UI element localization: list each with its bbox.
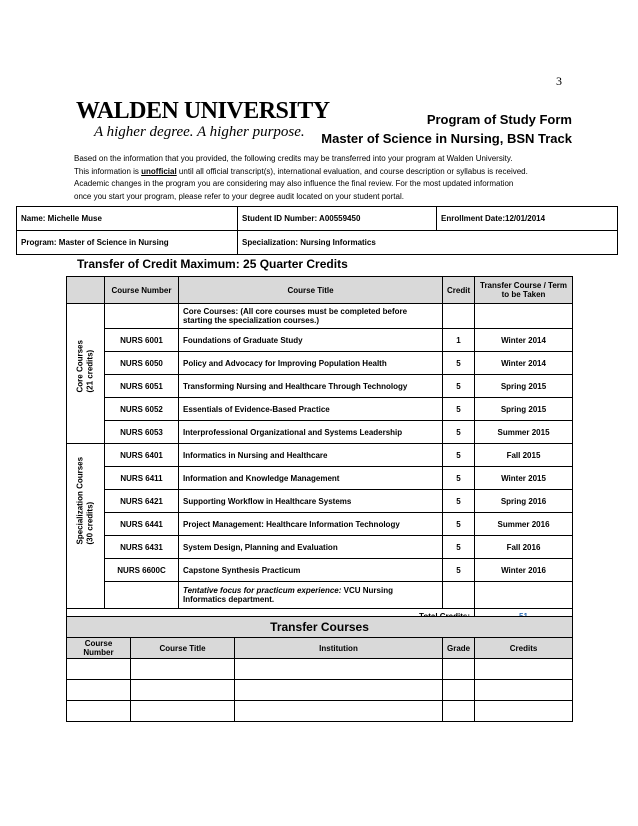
core-label-line2: (21 credits) bbox=[85, 349, 95, 392]
header-credit: Credit bbox=[443, 277, 475, 304]
enrollment-date: Enrollment Date:12/01/2014 bbox=[437, 207, 618, 231]
walden-logo bbox=[76, 98, 330, 140]
spec-course-number: NURS 6600C bbox=[105, 559, 179, 582]
core-course-credit: 1 bbox=[443, 329, 475, 352]
transfer-header-institution: Institution bbox=[235, 638, 443, 659]
core-course-credit: 5 bbox=[443, 398, 475, 421]
core-note-blank bbox=[105, 304, 179, 329]
spec-course-term: Summer 2016 bbox=[475, 513, 573, 536]
core-course-title: Foundations of Graduate Study bbox=[179, 329, 443, 352]
transfer-row bbox=[67, 701, 573, 722]
transfer-row bbox=[67, 680, 573, 701]
core-course-number: NURS 6051 bbox=[105, 375, 179, 398]
intro-line1: Based on the information that you provided, the following credits may be transferred into your program at Walden University. bbox=[74, 154, 513, 163]
core-label-line1: Core Courses bbox=[75, 339, 85, 392]
spec-course-term: Fall 2015 bbox=[475, 444, 573, 467]
spec-course-number: NURS 6421 bbox=[105, 490, 179, 513]
spec-course-credit: 5 bbox=[443, 444, 475, 467]
spec-label-line2: (30 credits) bbox=[85, 501, 95, 545]
transfer-header-title: Course Title bbox=[131, 638, 235, 659]
spec-course-credit: 5 bbox=[443, 513, 475, 536]
core-course-title: Interprofessional Organizational and Systems Leadership bbox=[179, 421, 443, 444]
page-number: 3 bbox=[556, 74, 562, 88]
intro-text bbox=[74, 153, 574, 203]
core-note: Core Courses: (All core courses must be completed before starting the specialization courses.) bbox=[179, 304, 443, 329]
intro-unofficial: unofficial bbox=[141, 166, 177, 176]
spec-course-credit: 5 bbox=[443, 490, 475, 513]
spec-course-number: NURS 6411 bbox=[105, 467, 179, 490]
spec-course-title: System Design, Planning and Evaluation bbox=[179, 536, 443, 559]
core-note-term bbox=[475, 304, 573, 329]
spec-course-title: Capstone Synthesis Practicum bbox=[179, 559, 443, 582]
header-term: Transfer Course / Term to be Taken bbox=[475, 277, 573, 304]
form-title-line2: Master of Science in Nursing, BSN Track bbox=[321, 131, 572, 146]
spec-label-line1: Specialization Courses bbox=[75, 456, 85, 545]
core-course-credit: 5 bbox=[443, 421, 475, 444]
transfer-header-credits: Credits bbox=[475, 638, 573, 659]
spec-course-term: Winter 2016 bbox=[475, 559, 573, 582]
transfer-header-number: Course Number bbox=[67, 638, 131, 659]
core-course-term: Winter 2014 bbox=[475, 329, 573, 352]
student-id: Student ID Number: A00559450 bbox=[238, 207, 437, 231]
spec-course-title: Informatics in Nursing and Healthcare bbox=[179, 444, 443, 467]
core-course-term: Spring 2015 bbox=[475, 375, 573, 398]
program-course-table bbox=[66, 276, 573, 625]
transfer-courses-title: Transfer Courses bbox=[67, 617, 573, 638]
spec-course-title: Project Management: Healthcare Information Technology bbox=[179, 513, 443, 536]
spec-course-number: NURS 6401 bbox=[105, 444, 179, 467]
form-title bbox=[321, 110, 572, 148]
form-title-line1: Program of Study Form bbox=[426, 112, 572, 127]
intro-line2-pre: This information is bbox=[74, 166, 142, 176]
intro-line4: once you start your program, please refer to your degree audit located on your student portal. bbox=[74, 191, 404, 201]
specialization-courses-label bbox=[67, 444, 105, 609]
transfer-courses-table bbox=[66, 616, 573, 722]
core-course-number: NURS 6053 bbox=[105, 421, 179, 444]
core-course-term: Summer 2015 bbox=[475, 421, 573, 444]
intro-line2 bbox=[74, 166, 574, 179]
logo-tagline: A higher degree. A higher purpose. bbox=[94, 124, 305, 140]
specialization-name: Specialization: Nursing Informatics bbox=[238, 231, 618, 255]
logo-name: WALDEN UNIVERSITY bbox=[76, 98, 330, 124]
core-note-credit bbox=[443, 304, 475, 329]
transfer-max-heading: Transfer of Credit Maximum: 25 Quarter Credits bbox=[77, 257, 348, 271]
practicum-blank bbox=[105, 582, 179, 609]
core-course-term: Spring 2015 bbox=[475, 398, 573, 421]
practicum-focus bbox=[179, 582, 443, 609]
practicum-credit bbox=[443, 582, 475, 609]
core-course-title: Essentials of Evidence-Based Practice bbox=[179, 398, 443, 421]
spec-course-credit: 5 bbox=[443, 467, 475, 490]
student-info-table bbox=[16, 206, 618, 255]
program-name: Program: Master of Science in Nursing bbox=[17, 231, 238, 255]
spec-course-number: NURS 6431 bbox=[105, 536, 179, 559]
core-course-number: NURS 6052 bbox=[105, 398, 179, 421]
core-course-term: Winter 2014 bbox=[475, 352, 573, 375]
header-course-number: Course Number bbox=[105, 277, 179, 304]
header-blank bbox=[67, 277, 105, 304]
practicum-focus-value: VCU Nursing Informatics department. bbox=[183, 586, 393, 604]
core-course-credit: 5 bbox=[443, 375, 475, 398]
student-name: Name: Michelle Muse bbox=[17, 207, 238, 231]
core-course-title: Policy and Advocacy for Improving Population Health bbox=[179, 352, 443, 375]
spec-course-term: Spring 2016 bbox=[475, 490, 573, 513]
spec-course-credit: 5 bbox=[443, 536, 475, 559]
core-courses-label bbox=[67, 304, 105, 444]
intro-line3: Academic changes in the program you are considering may also influence the final review. For the most updated information bbox=[74, 179, 514, 188]
core-course-credit: 5 bbox=[443, 352, 475, 375]
core-course-number: NURS 6050 bbox=[105, 352, 179, 375]
spec-course-title: Information and Knowledge Management bbox=[179, 467, 443, 490]
header-course-title: Course Title bbox=[179, 277, 443, 304]
spec-course-title: Supporting Workflow in Healthcare Systems bbox=[179, 490, 443, 513]
core-course-title: Transforming Nursing and Healthcare Through Technology bbox=[179, 375, 443, 398]
transfer-header-grade: Grade bbox=[443, 638, 475, 659]
spec-course-number: NURS 6441 bbox=[105, 513, 179, 536]
practicum-term bbox=[475, 582, 573, 609]
spec-course-credit: 5 bbox=[443, 559, 475, 582]
intro-line2-post: until all official transcript(s), international evaluation, and course description or syllabus is received. bbox=[176, 166, 528, 176]
spec-course-term: Fall 2016 bbox=[475, 536, 573, 559]
transfer-row bbox=[67, 659, 573, 680]
practicum-focus-label: Tentative focus for practicum experience: bbox=[183, 586, 342, 595]
core-course-number: NURS 6001 bbox=[105, 329, 179, 352]
spec-course-term: Winter 2015 bbox=[475, 467, 573, 490]
